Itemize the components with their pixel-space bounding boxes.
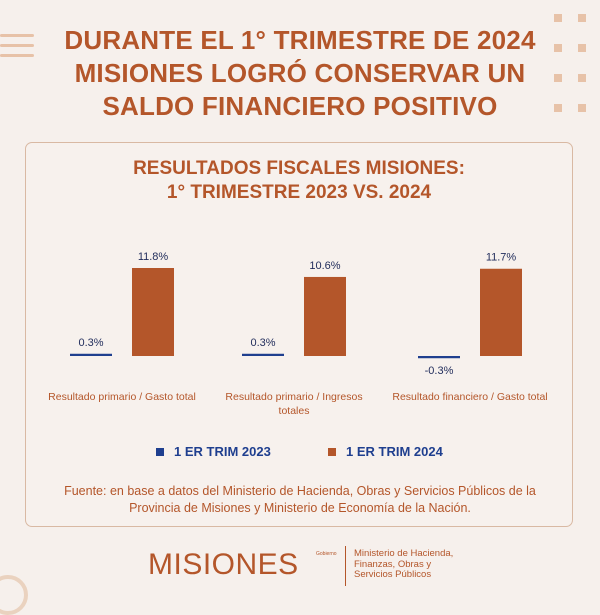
headline-line-3: SALDO FINANCIERO POSITIVO <box>102 91 498 121</box>
headline <box>40 24 560 123</box>
bar-chart <box>26 238 574 428</box>
legend-item-2023 <box>156 444 271 459</box>
bar-2023-1 <box>242 354 284 356</box>
data-label-2023-2: -0.3% <box>424 365 454 377</box>
data-label-2024-2: 11.7% <box>485 251 517 264</box>
source-note: Fuente: en base a datos del Ministerio de Hacienda, Obras y Servicios Públicos de la Provincia de Misiones y Ministerio de Economía de la Nación. <box>64 484 536 515</box>
chart-title-line-2: 1° TRIMESTRE 2023 VS. 2024 <box>166 182 432 203</box>
data-label-2024-0: 11.8% <box>137 251 169 263</box>
legend-item-2024 <box>328 444 443 459</box>
data-label-2024-1: 10.6% <box>309 259 341 272</box>
headline-line-2: MISIONES LOGRÓ CONSERVAR UN <box>74 58 526 88</box>
chart-title <box>26 157 572 205</box>
bar-2024-2 <box>480 269 522 356</box>
category-label-2-line-0: Resultado financiero / Gasto total <box>392 391 548 403</box>
bar-2024-1 <box>304 277 346 356</box>
footer-divider <box>345 546 346 586</box>
ministry-name: Ministerio de Hacienda, Finanzas, Obras y Servicios Públicos <box>354 548 454 580</box>
bar-2023-2 <box>418 356 460 358</box>
footer <box>0 540 600 600</box>
chart-title-line-1: RESULTADOS FISCALES MISIONES: <box>133 158 465 179</box>
legend-swatch-2023 <box>156 448 164 456</box>
data-label-2023-0: 0.3% <box>78 336 104 349</box>
logo-superscript: Gobierno <box>316 551 337 557</box>
decorative-lines <box>0 34 34 64</box>
bar-2024-0 <box>132 268 174 356</box>
category-label-0-line-0: Resultado primario / Gasto total <box>48 391 196 403</box>
chart-card <box>25 142 573 527</box>
data-label-2023-1: 0.3% <box>250 336 276 349</box>
misiones-logo: MISIONES <box>148 548 299 581</box>
legend-label-2024: 1 ER TRIM 2024 <box>346 444 443 459</box>
legend-label-2023: 1 ER TRIM 2023 <box>174 444 271 459</box>
category-label-1-line-1: totales <box>278 405 310 417</box>
legend-swatch-2024 <box>328 448 336 456</box>
headline-line-1: DURANTE EL 1° TRIMESTRE DE 2024 <box>64 25 536 55</box>
category-label-1-line-0: Resultado primario / Ingresos <box>225 391 363 403</box>
bar-2023-0 <box>70 354 112 356</box>
